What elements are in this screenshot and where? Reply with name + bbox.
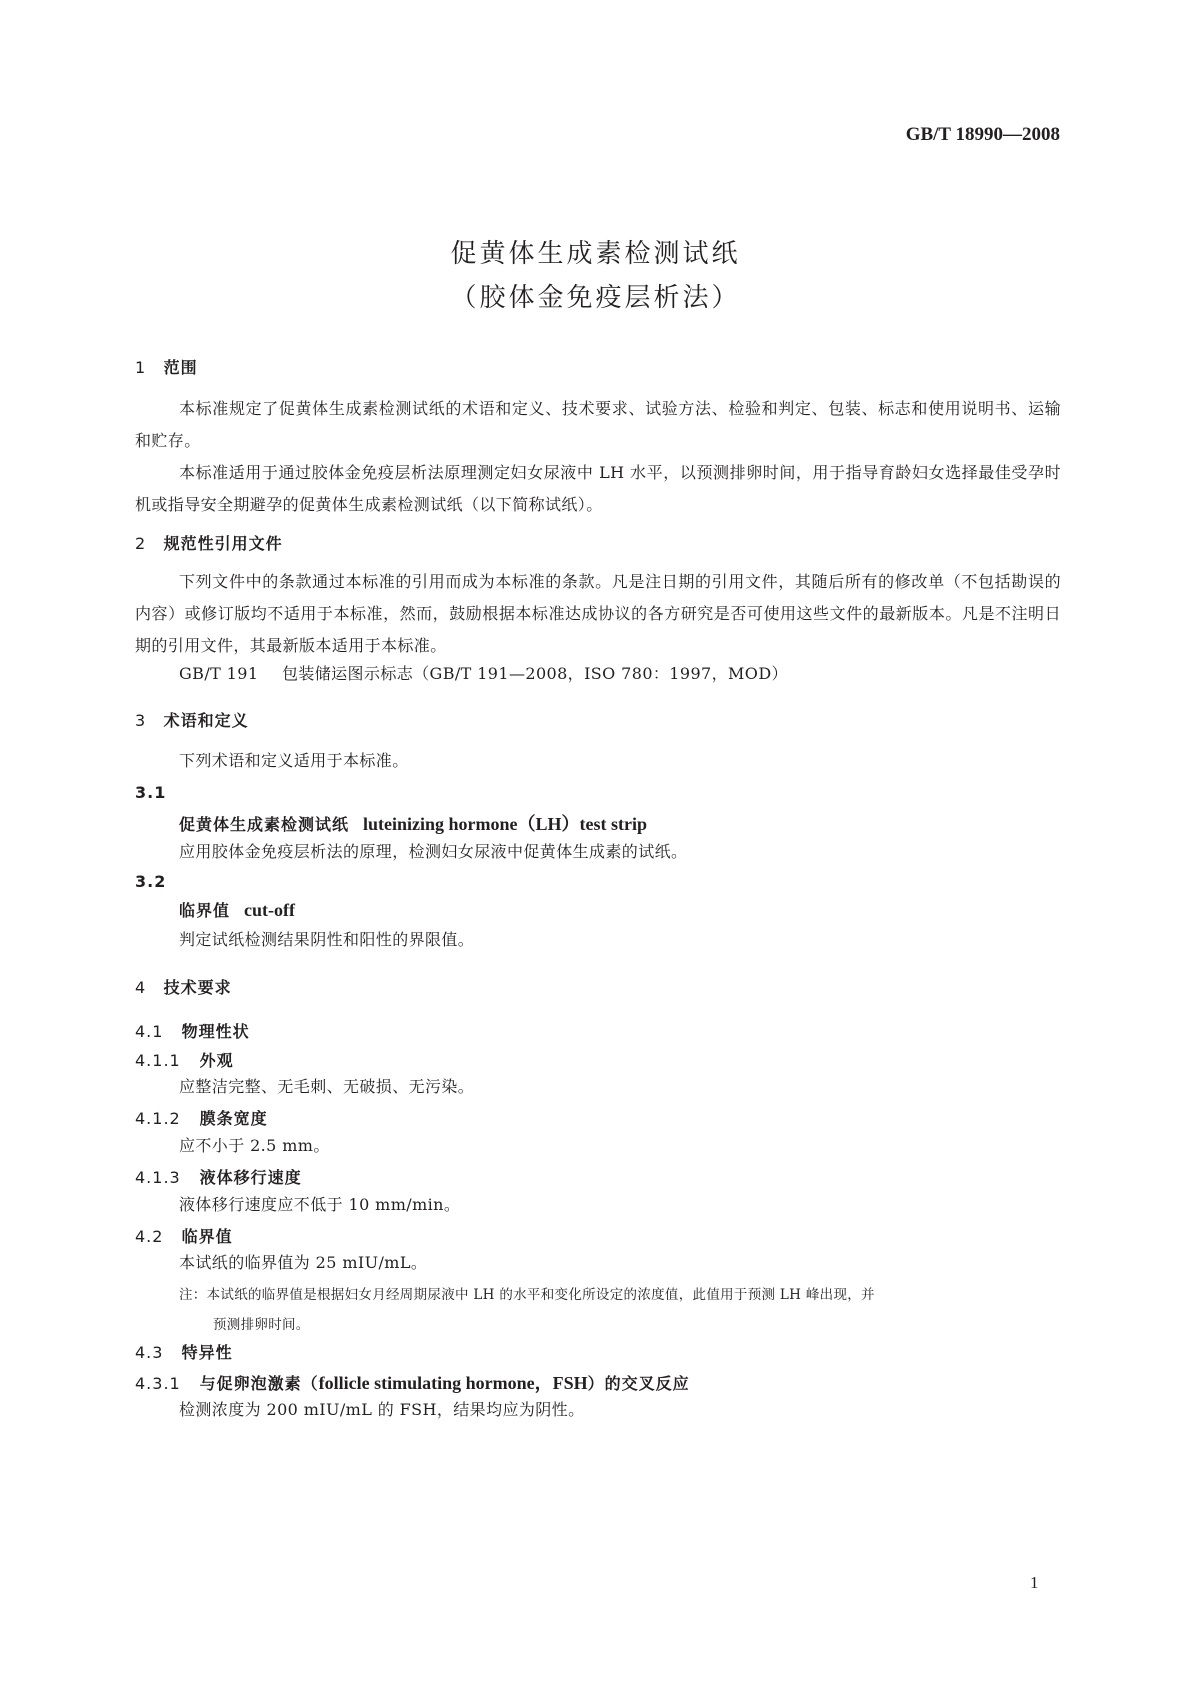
normative-reference xyxy=(179,658,1059,690)
section-number: 4.3.1 xyxy=(135,1374,181,1393)
paragraph: 本试纸的临界值为 25 mIU/mL。 xyxy=(179,1253,428,1272)
section-title: 范围 xyxy=(163,358,198,377)
section-number: 4.1 xyxy=(135,1022,164,1041)
section-title-part: 与促卵泡激素（ xyxy=(199,1374,319,1393)
section-title: 膜条宽度 xyxy=(199,1109,268,1128)
section-title-en: follicle stimulating hormone，FSH xyxy=(318,1373,588,1393)
subsection-4-1-3-heading xyxy=(135,1165,302,1188)
section-number: 4.3 xyxy=(135,1343,164,1362)
reference-title: 包装储运图示标志（GB/T 191—2008，ISO 780：1997，MOD） xyxy=(281,664,788,683)
subsection-4-2-heading xyxy=(135,1224,233,1247)
section-4-heading xyxy=(135,975,232,998)
section-title: 规范性引用文件 xyxy=(163,534,283,553)
paragraph: 本标准适用于通过胶体金免疫层析法原理测定妇女尿液中 LH 水平，以预测排卵时间，用于指导育龄妇女选择最佳受孕时机或指导安全期避孕的促黄体生成素检测试纸（以下简称试纸）。 xyxy=(135,463,1061,514)
term-cn: 促黄体生成素检测试纸 xyxy=(179,815,350,834)
section-2-heading xyxy=(135,531,283,554)
term-en: luteinizing hormone（LH）test strip xyxy=(363,814,648,834)
document-subtitle: （胶体金免疫层析法） xyxy=(450,283,741,313)
reference-code: GB/T 191 xyxy=(179,664,259,683)
note-line: 注：本试纸的临界值是根据妇女月经周期尿液中 LH 的水平和变化所设定的浓度值，此值用于预测 LH 峰出现，并 xyxy=(179,1287,875,1303)
section-number: 4 xyxy=(135,978,147,997)
paragraph: 下列文件中的条款通过本标准的引用而成为本标准的条款。凡是注日期的引用文件，其随后所有的修改单（不包括勘误的内容）或修订版均不适用于本标准，然而，鼓励根据本标准达成协议的各方研究是否可使用这些文件的最新版本。凡是不注明日期的引用文件，其最新版本适用于本标准。 xyxy=(135,572,1061,655)
section-title: 物理性状 xyxy=(181,1022,250,1041)
section-title: 液体移行速度 xyxy=(199,1168,302,1187)
section-number: 4.1.1 xyxy=(135,1051,181,1070)
section-title-part: ）的交叉反应 xyxy=(587,1374,690,1393)
page-number: 1 xyxy=(1030,1573,1039,1592)
section-number: 4.1.2 xyxy=(135,1109,181,1128)
term-en: cut-off xyxy=(244,900,295,920)
note xyxy=(179,1280,1061,1340)
section-number: 4.1.3 xyxy=(135,1168,181,1187)
paragraph: 应不小于 2.5 mm。 xyxy=(179,1136,330,1155)
section-number: 2 xyxy=(135,534,147,553)
subsection-4-3-heading xyxy=(135,1340,233,1363)
subsection-4-1-heading xyxy=(135,1019,250,1042)
term-number: 3.2 xyxy=(135,872,167,891)
section-number: 4.2 xyxy=(135,1227,164,1246)
subsection-4-1-2-heading xyxy=(135,1106,268,1129)
section-title: 术语和定义 xyxy=(163,711,249,730)
term-3-2 xyxy=(179,898,295,921)
standard-number: GB/T 18990—2008 xyxy=(905,124,1060,145)
section-title: 临界值 xyxy=(181,1227,233,1246)
section-number: 1 xyxy=(135,358,147,377)
section-1-heading xyxy=(135,355,198,378)
paragraph: 检测浓度为 200 mIU/mL 的 FSH，结果均应为阴性。 xyxy=(179,1400,585,1419)
term-3-1 xyxy=(179,810,647,836)
paragraph: 应整洁完整、无毛刺、无破损、无污染。 xyxy=(179,1077,475,1096)
subsection-4-3-1-heading xyxy=(135,1369,690,1395)
subsection-4-1-1-heading xyxy=(135,1048,234,1071)
note-line: 预测排卵时间。 xyxy=(213,1317,310,1333)
paragraph: 下列术语和定义适用于本标准。 xyxy=(179,751,409,770)
term-definition: 判定试纸检测结果阴性和阳性的界限值。 xyxy=(179,930,475,949)
section-title: 技术要求 xyxy=(163,978,232,997)
section-number: 3 xyxy=(135,711,147,730)
term-number: 3.1 xyxy=(135,783,167,802)
section-3-heading xyxy=(135,708,249,731)
section-title: 特异性 xyxy=(181,1343,233,1362)
term-definition: 应用胶体金免疫层析法的原理，检测妇女尿液中促黄体生成素的试纸。 xyxy=(179,842,688,861)
term-cn: 临界值 xyxy=(179,901,231,920)
document-title: 促黄体生成素检测试纸 xyxy=(450,239,741,269)
paragraph: 本标准规定了促黄体生成素检测试纸的术语和定义、技术要求、试验方法、检验和判定、包装、标志和使用说明书、运输和贮存。 xyxy=(135,399,1061,450)
paragraph: 液体移行速度应不低于 10 mm/min。 xyxy=(179,1195,461,1214)
section-title: 外观 xyxy=(199,1051,234,1070)
